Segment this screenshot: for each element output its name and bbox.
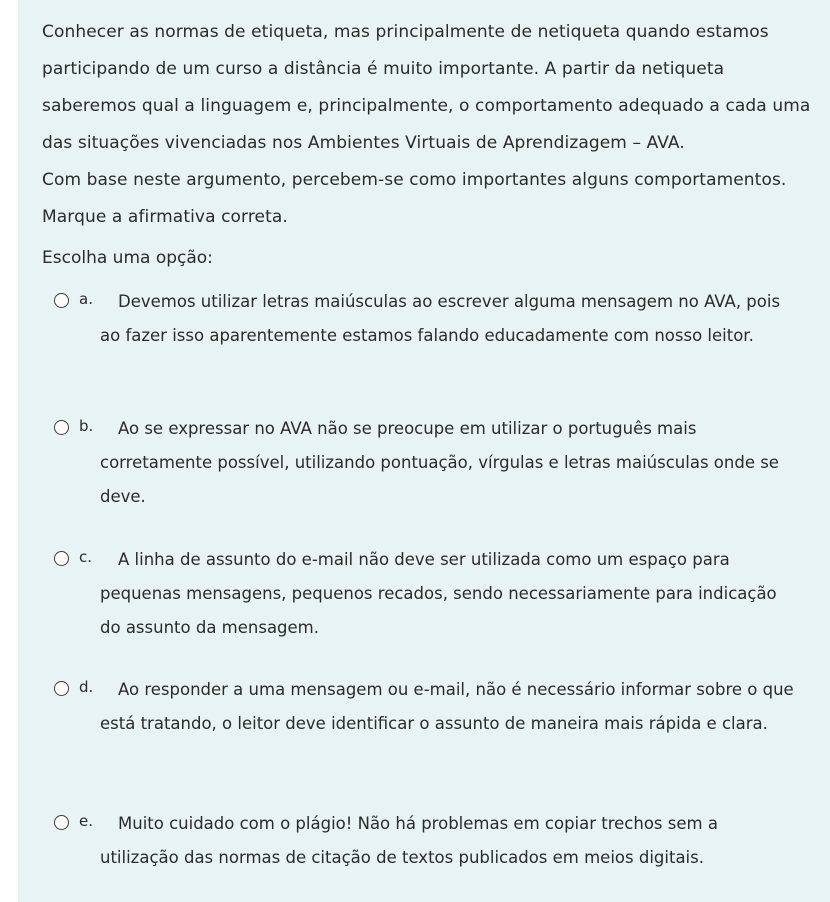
option-letter-a: a. [79, 290, 93, 308]
option-c[interactable] [54, 543, 794, 645]
option-text-b: Ao se expressar no AVA não se preocupe em utilizar o português mais corretamente possível, utilizando pontuação, vírgulas e letras maiúsculas onde se deve. [100, 419, 779, 506]
radio-button-d[interactable] [54, 681, 69, 696]
option-d[interactable] [54, 673, 794, 741]
radio-button-a[interactable] [54, 293, 69, 308]
option-text-a: Devemos utilizar letras maiúsculas ao escrever alguma mensagem no AVA, pois ao fazer isso aparentemente estamos falando educadamente com nosso leitor. [100, 292, 781, 345]
question-paragraph-2: Com base neste argumento, percebem-se como importantes alguns comportamentos. Marque a afirmativa correta. [42, 170, 787, 227]
option-letter-d: d. [79, 678, 94, 696]
choose-option-label: Escolha uma opção: [42, 248, 213, 268]
option-e[interactable] [54, 807, 794, 875]
option-letter-e: e. [79, 812, 93, 830]
option-text-e: Muito cuidado com o plágio! Não há problemas em copiar trechos sem a utilização das normas de citação de textos publicados em meios digitais. [100, 814, 718, 867]
option-a[interactable] [54, 285, 794, 353]
question-panel [18, 0, 830, 902]
option-b[interactable] [54, 412, 794, 514]
option-text-c: A linha de assunto do e-mail não deve ser utilizada como um espaço para pequenas mensagens, pequenos recados, sendo necessariamente para indicação do assunto da mensagem. [100, 550, 777, 637]
option-letter-b: b. [79, 417, 94, 435]
radio-button-c[interactable] [54, 551, 69, 566]
question-paragraph-1: Conhecer as normas de etiqueta, mas principalmente de netiqueta quando estamos participando de um curso a distância é muito importante. A partir da netiqueta saberemos qual a linguagem e, principalmente, o comportamento adequado a cada uma das situações vivenciadas nos Ambientes Virtuais de Aprendizagem – AVA. [42, 22, 811, 153]
question-text [42, 14, 812, 236]
radio-button-b[interactable] [54, 420, 69, 435]
option-text-d: Ao responder a uma mensagem ou e-mail, não é necessário informar sobre o que está tratando, o leitor deve identificar o assunto de maneira mais rápida e clara. [100, 680, 794, 733]
radio-button-e[interactable] [54, 815, 69, 830]
option-letter-c: c. [79, 548, 93, 566]
